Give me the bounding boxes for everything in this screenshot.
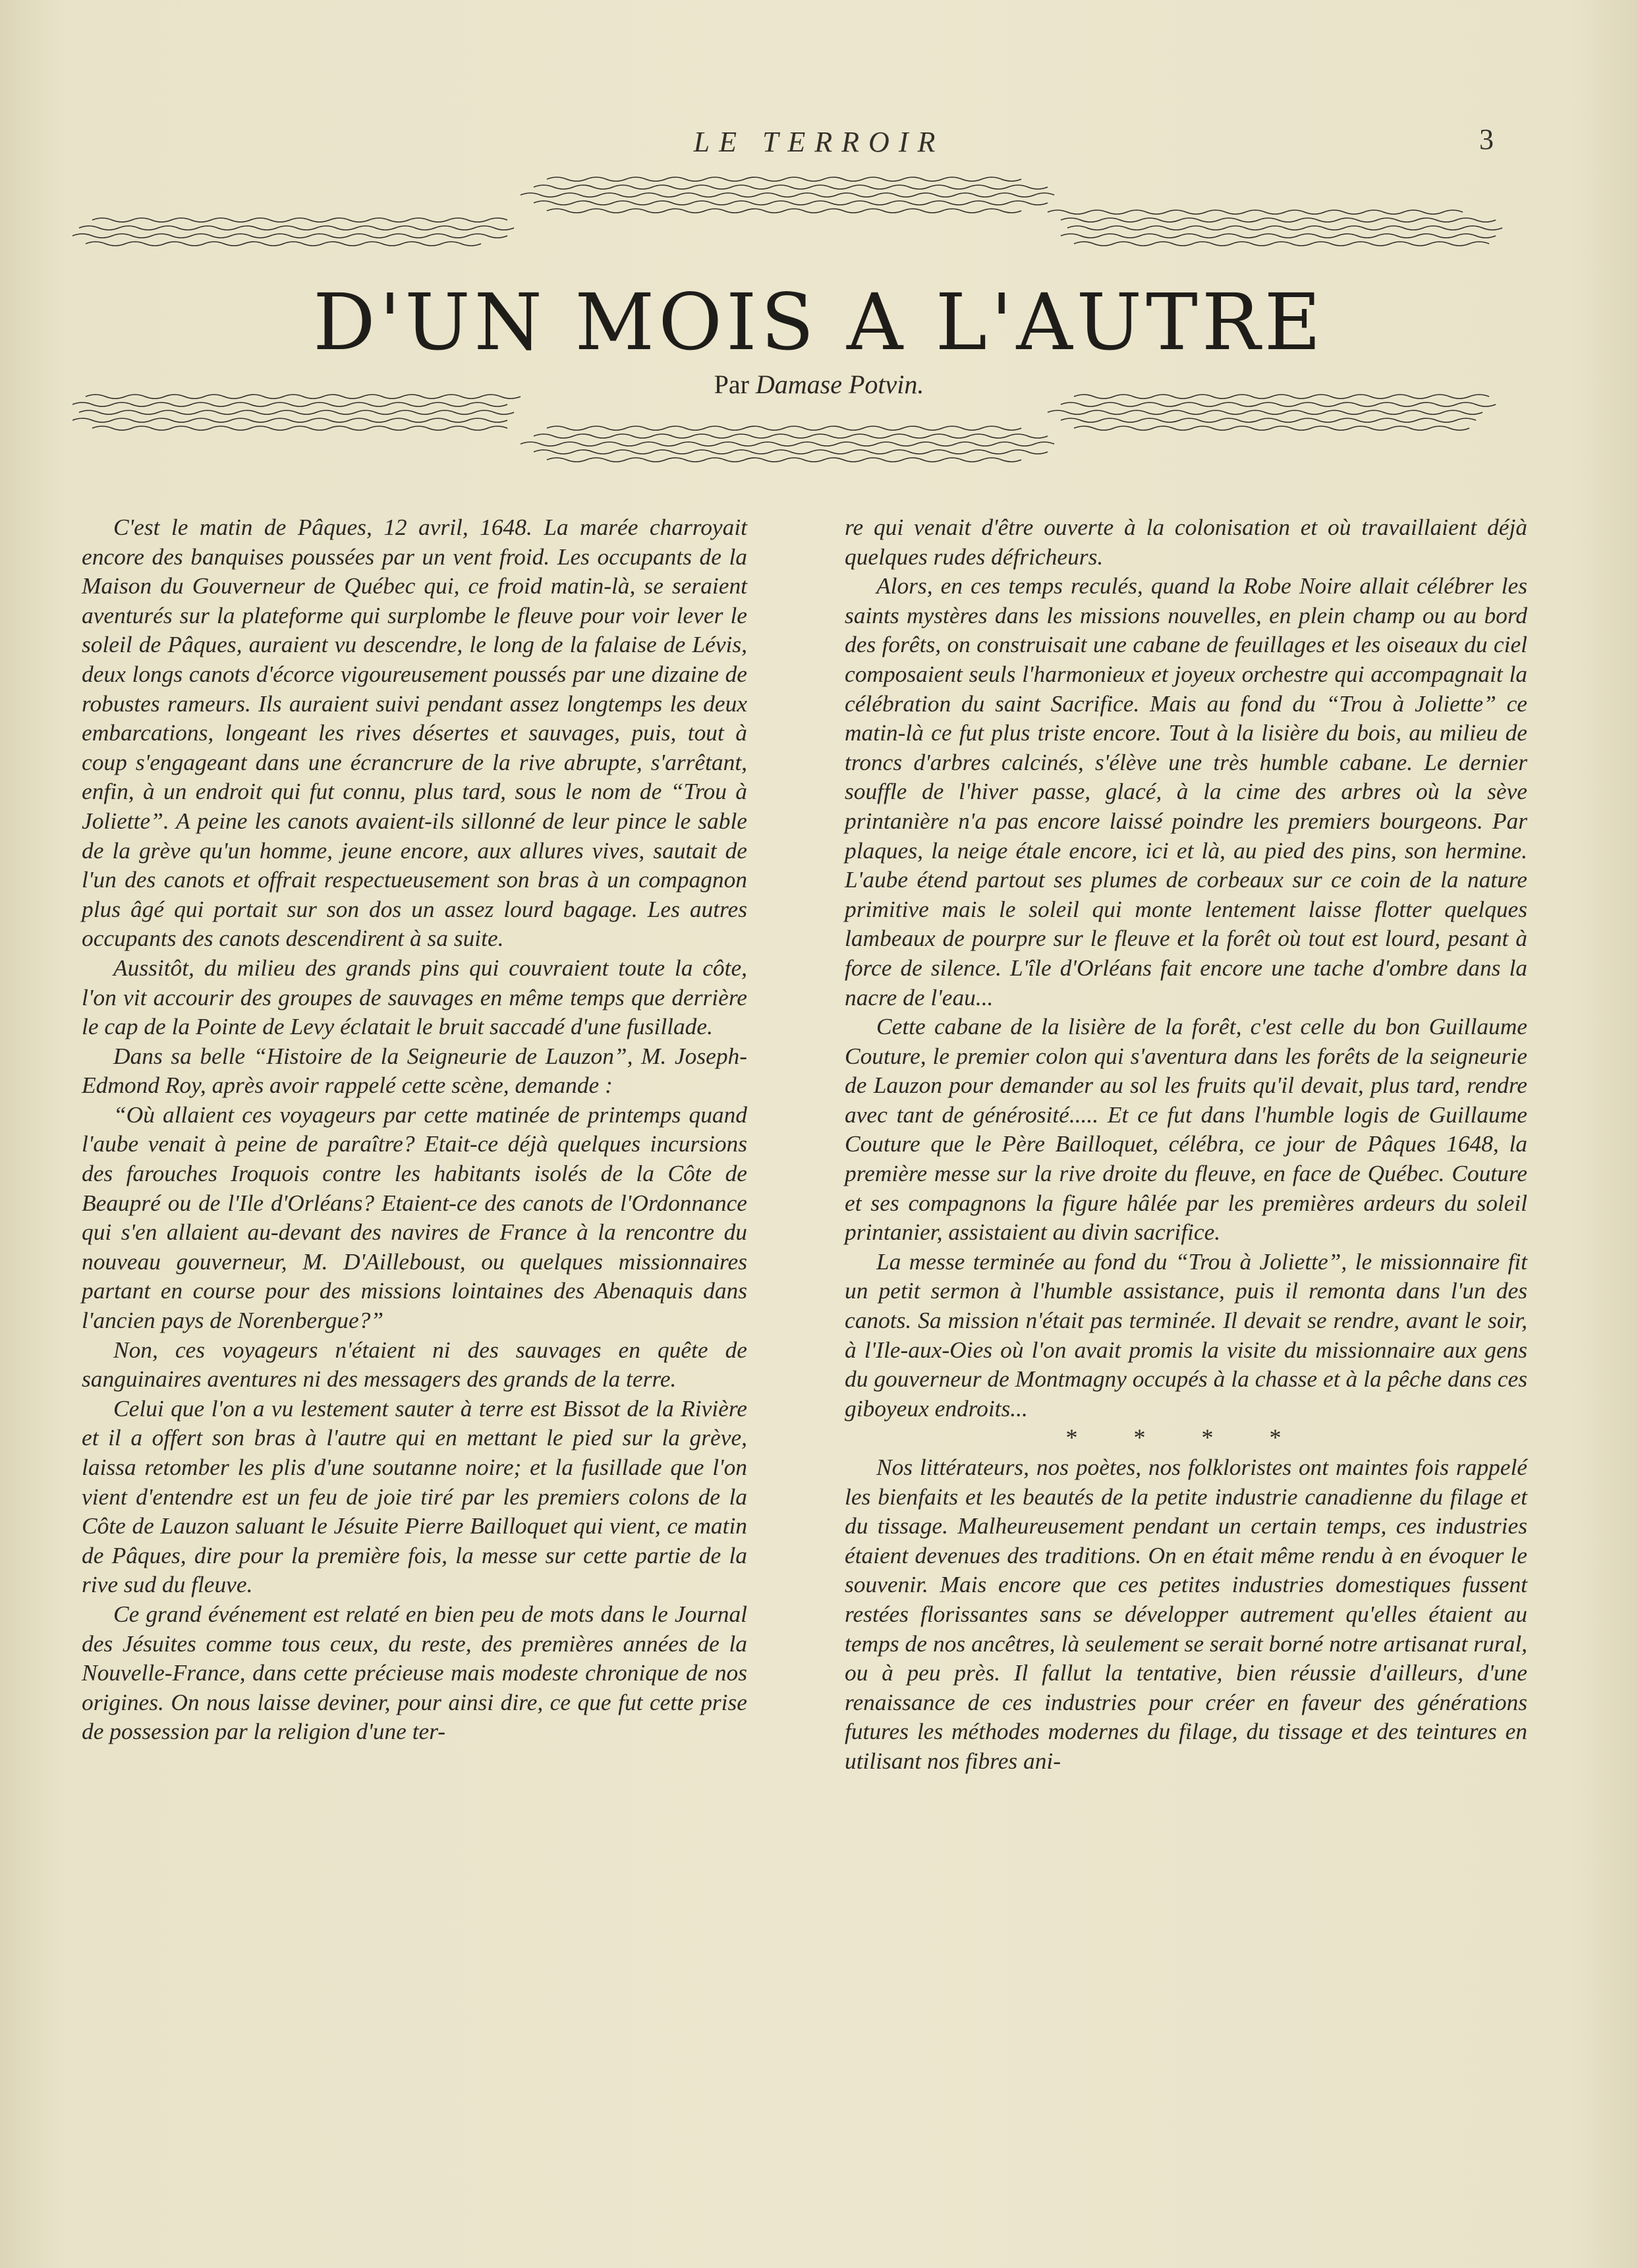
article-title: D'UN MOIS A L'AUTRE [313,277,1325,368]
paragraph: Celui que l'on a vu lestement sauter à terre est Bissot de la Rivière et il a offert son bras à l'autre qui en mettant le pied sur la grève, laissa retomber les plis d'une soutanne noire; et la fusillade que l'on vient d'entendre est un feu de joie tiré par les premiers colons de la Côte de Lauzon saluant le Jésuite Pierre Bailloquet qui vient, ce matin de Pâques, dire pour la première fois, la messe sur cette partie de la rive sud du fleuve. [82,1395,747,1598]
right-column [845,512,1527,1776]
paragraph: re qui venait d'être ouverte à la colonisation et où travaillaient déjà quelques rudes défricheurs. [845,514,1527,570]
running-title: LE TERROIR [693,126,945,158]
byline-author: Damase Potvin. [755,370,924,399]
byline-prefix: Par [714,370,749,399]
paragraph: Alors, en ces temps reculés, quand la Robe Noire allait célébrer les saints mystères dans les missions nouvelles, en plein champ ou au bord des forêts, on construisait une cabane de feuillages et les oiseaux du ciel composaient seuls l'harmonieux et joyeux orchestre qui accompagnait la célébration du saint Sacrifice. Mais au fond du “Trou à Joliette” ce matin-là ce fut plus triste encore. Tout à la lisière du bois, au milieu de troncs d'arbres calcinés, s'élève une très humble cabane. Le dernier souffle de l'hiver passe, glacé, à la cime des arbres où la sève printanière n'a pas encore laissé poindre les premiers bourgeons. Par plaques, la neige étale encore, ici et là, au pied des pins, son hermine. L'aube étend partout ses plumes de corbeaux sur ce coin de la nature primitive mais le soleil qui monte lentement laisse flotter quelques lambeaux de pourpre sur le fleuve et la forêt où tout est lourd, pesant à force de silence. L'île d'Orléans fait encore une tache d'ombre dans la nacre de l'eau... [845,572,1527,1010]
top-wave-ornament [72,173,1509,252]
paragraph: C'est le matin de Pâques, 12 avril, 1648. La marée charroyait encore des banquises poussées par un vent froid. Les occupants de la Maison du Gouverneur de Québec qui, ce froid matin-là, se seraient aventurés sur la plateforme qui surplombe le fleuve pour voir lever le soleil de Pâques, auraient vu descendre, le long de la falaise de Lévis, deux longs canots d'écorce vigoureusement poussés par une dizaine de robustes rameurs. Ils auraient suivi pendant assez longtemps les deux embarcations, longeant les rives désertes et sauvages, puis, tout à coup s'engageant dans une écrancrure de la rive abrupte, s'arrêtant, enfin, à un endroit qui fut connu, plus tard, sous le nom de “Trou à Joliette”. A peine les canots avaient-ils sillonné de leur pince le sable de la grève qu'un homme, jeune encore, aux allures vives, sautait de l'un des canots et offrait respectueusement son bras à un compagnon plus âgé qui portait sur son dos un assez lourd bagage. Les autres occupants des canots descendirent à sa suite. [82,514,747,952]
paragraph: Dans sa belle “Histoire de la Seigneurie de Lauzon”, M. Joseph-Edmond Roy, après avoir rappelé cette scène, demande : [82,1042,747,1099]
section-separator: * * * * [1065,1424,1307,1451]
paragraph: Ce grand événement est relaté en bien peu de mots dans le Journal des Jésuites comme tous ceux, du reste, des premières années de la Nouvelle-France, dans cette précieuse mais modeste chronique de nos origines. On nous laisse deviner, pour ainsi dire, ce que fut cette prise de possession par la religion d'une ter- [82,1600,747,1745]
paragraph: Nos littérateurs, nos poètes, nos folkloristes ont maintes fois rappelé les bienfaits et les beautés de la petite industrie canadienne du filage et du tissage. Malheureusement pendant un certain temps, ces industries étaient devenues des traditions. On en était même rendu à en évoquer le souvenir. Mais encore que ces petites industries domestiques fussent restées florissantes sans se développer autrement qu'elles étaient au temps de nos ancêtres, là seulement se serait borné notre artisanat rural, ou à peu près. Il fallut la tentative, bien réussie d'ailleurs, d'une renaissance de ces industries pour créer en faveur des générations futures les méthodes modernes du filage, du tissage et des teintures en utilisant nos fibres ani- [845,1454,1527,1774]
left-column [82,512,747,1746]
paragraph: Non, ces voyageurs n'étaient ni des sauvages en quête de sanguinaires aventures ni des messagers des grands de la terre. [82,1336,747,1393]
paragraph: “Où allaient ces voyageurs par cette matinée de printemps quand l'aube venait à peine de paraître? Etait-ce déjà quelques incursions des farouches Iroquois contre les habitants isolés de la Côte de Beaupré ou de l'Ile d'Orléans? Etaient-ce des canots de l'Ordonnance qui s'en allaient au-devant des navires de France à la rencontre du nouveau gouverneur, M. D'Ailleboust, ou quelques missionnaires partant en course pour des missions lointaines des Abenaquis dans l'ancien pays de Norenbergue?” [82,1101,747,1334]
paragraph: Cette cabane de la lisière de la forêt, c'est celle du bon Guillaume Couture, le premier colon qui s'aventura dans les forêts de la seigneurie de Lauzon pour demander au sol les fruits qu'il devait, plus tard, rendre avec tant de générosité..... Et ce fut dans l'humble logis de Guillaume Couture que le Père Bailloquet, célébra, ce jour de Pâques 1648, la première messe sur la rive droite du fleuve, en face de Québec. Couture et ses compagnons la figure hâlée par les premières ardeurs du soleil printanier, assistaient au divin sacrifice. [845,1013,1527,1246]
bottom-wave-ornament [72,391,1509,470]
page-number: 3 [1479,123,1494,155]
paragraph: Aussitôt, du milieu des grands pins qui couvraient toute la côte, l'on vit accourir des groupes de sauvages en même temps que derrière le cap de la Pointe de Levy éclatait le bruit saccadé d'une fusillade. [82,954,747,1040]
paragraph: La messe terminée au fond du “Trou à Joliette”, le missionnaire fit un petit sermon à l'humble assistance, puis il remonta dans l'un des canots. Sa mission n'était pas terminée. Il devait se rendre, avant le soir, à l'Ile-aux-Oies où l'on avait promis la visite du missionnaire aux gens du gouverneur de Montmagny occupés à la chasse et à la pêche dans ces giboyeux endroits... [845,1248,1527,1422]
